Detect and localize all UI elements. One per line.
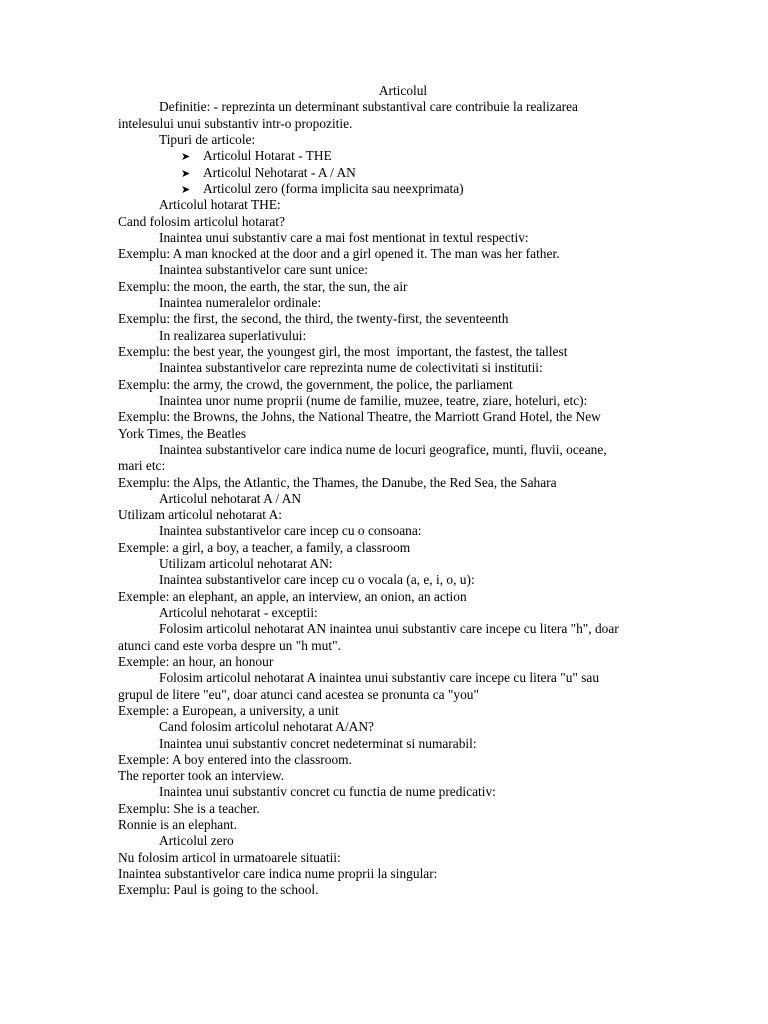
bullet-text: Articolul Hotarat - THE <box>203 148 332 164</box>
definition-line-2: intelesului unui substantiv intr-o propozitie. <box>118 115 353 131</box>
text-line: Inaintea substantivelor care incep cu o consoana: <box>159 523 422 539</box>
text-line: Exemplu: Paul is going to the school. <box>118 882 319 898</box>
text-line: Cand folosim articolul nehotarat A/AN? <box>159 719 374 735</box>
text-line: Folosim articolul nehotarat AN inaintea unui substantiv care incepe cu litera "h", doar <box>159 621 619 637</box>
text-line: Exemplu: the Alps, the Atlantic, the Thames, the Danube, the Red Sea, the Sahara <box>118 474 557 490</box>
text-line: Exemplu: the first, the second, the third, the twenty-first, the seventeenth <box>118 311 509 327</box>
text-line: Exemplu: the Browns, the Johns, the National Theatre, the Marriott Grand Hotel, the New <box>118 409 601 425</box>
text-line: Inaintea substantivelor care indica nume de locuri geografice, munti, fluvii, oceane, <box>159 441 607 457</box>
text-line: Utilizam articolul nehotarat AN: <box>159 556 333 572</box>
bullet-item <box>118 181 648 197</box>
text-line: Inaintea numeralelor ordinale: <box>159 295 322 311</box>
text-line: Articolul nehotarat - exceptii: <box>159 605 318 620</box>
text-line: Inaintea substantivelor care incep cu o vocala (a, e, i, o, u): <box>159 572 475 588</box>
text-line: mari etc: <box>118 458 166 474</box>
text-line: Exemplu: the army, the crowd, the government, the police, the parliament <box>118 376 513 392</box>
text-line: Inaintea substantivelor care reprezinta nume de colectivitati si institutii: <box>159 360 543 376</box>
text-line: Articolul nehotarat A / AN <box>159 490 302 506</box>
text-line: Inaintea unui substantiv concret nedeterminat si numarabil: <box>159 735 477 751</box>
text-line: Utilizam articolul nehotarat A: <box>118 507 282 523</box>
text-line: Inaintea unui substantiv care a mai fost mentionat in textul respectiv: <box>159 229 529 245</box>
arrow-bullet-icon: ➤ <box>181 150 191 164</box>
text-line: Articolul zero <box>159 833 234 849</box>
text-line: Exemple: A boy entered into the classroom. <box>118 751 352 767</box>
text-line: Inaintea substantivelor care sunt unice: <box>159 262 368 278</box>
document-title: Articolul <box>378 83 428 98</box>
text-line: Articolul hotarat THE: <box>159 197 281 213</box>
text-line: Inaintea unor nume proprii (nume de familie, muzee, teatre, ziare, hoteluri, etc): <box>159 392 588 408</box>
bullet-item <box>118 165 648 181</box>
text-line: Inaintea substantivelor care indica nume proprii la singular: <box>118 866 438 881</box>
arrow-bullet-icon: ➤ <box>181 166 191 180</box>
text-line: York Times, the Beatles <box>118 425 247 441</box>
text-line: Folosim articolul nehotarat A inaintea unui substantiv care incepe cu litera "u" sau <box>159 670 600 686</box>
text-line: Cand folosim articolul hotarat? <box>118 213 285 229</box>
text-line: atunci cand este vorba despre un "h mut". <box>118 637 341 653</box>
text-line: The reporter took an interview. <box>118 768 285 784</box>
bullet-text: Articolul Nehotarat - A / AN <box>203 164 356 180</box>
text-line: Exemple: an elephant, an apple, an interview, an onion, an action <box>118 588 467 604</box>
document-body <box>118 83 648 899</box>
text-line: Exemplu: the moon, the earth, the star, the sun, the air <box>118 278 408 294</box>
text-line: Nu folosim articol in urmatoarele situatii: <box>118 849 341 865</box>
text-line: Inaintea unui substantiv concret cu functia de nume predicativ: <box>159 784 496 800</box>
text-line: Exemple: an hour, an honour <box>118 653 274 669</box>
text-line: Ronnie is an elephant. <box>118 817 237 833</box>
bullet-text: Articolul zero (forma implicita sau neexprimata) <box>203 180 464 196</box>
types-heading: Tipuri de articole: <box>159 131 256 147</box>
text-line: grupul de litere "eu", doar atunci cand acestea se pronunta ca "you" <box>118 686 479 702</box>
bullet-item <box>118 148 648 164</box>
text-line: Exemplu: the best year, the youngest girl, the most important, the fastest, the tallest <box>118 344 568 359</box>
arrow-bullet-icon: ➤ <box>181 182 191 196</box>
text-line: Exemplu: She is a teacher. <box>118 800 260 816</box>
text-line: Exemple: a girl, a boy, a teacher, a family, a classroom <box>118 539 411 555</box>
text-line: Exemplu: A man knocked at the door and a girl opened it. The man was her father. <box>118 246 560 262</box>
text-line: Exemple: a European, a university, a unit <box>118 702 339 718</box>
body-lines <box>118 197 648 898</box>
definition-line-1: Definitie: - reprezinta un determinant substantival care contribuie la realizarea <box>159 99 579 115</box>
text-line: In realizarea superlativului: <box>159 327 307 343</box>
